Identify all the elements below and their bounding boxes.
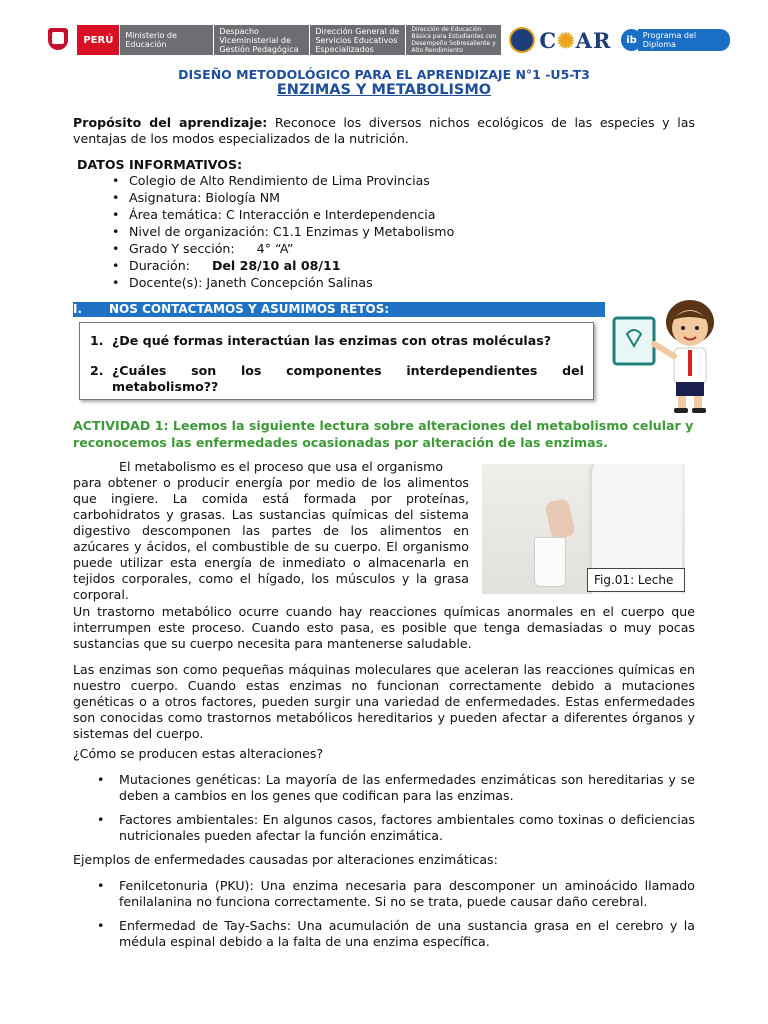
paragraph: Las enzimas son como pequeñas máquinas moleculares que aceleran las reacciones químicas en nuestro cuerpo. Cuando estas enzimas no funcionan correctamente debido a mutaciones genéticas o a otros factores, pueden surgir una variedad de enfermedades. Estas enfermedades son conocidas como trastornos metabólicos hereditarios y pueden afectar a diferentes órganos y sistemas del cuerpo.: [73, 662, 695, 741]
list-item: • Enfermedad de Tay-Sachs: Una acumulación de una sustancia grasa en el cerebro y la médula espinal debido a la falta de una enzima específica.: [97, 918, 695, 950]
list-item: • Área temática: C Interacción e Interdependencia: [112, 206, 454, 223]
direccion-general-label: Dirección General de Servicios Educativos Especializados: [309, 25, 405, 55]
activity-heading: ACTIVIDAD 1: Leemos la siguiente lectura sobre alteraciones del metabolismo celular y reconocemos las enfermedades ocasionadas por alteración de las enzimas.: [73, 418, 694, 450]
minedu-banner: [77, 25, 501, 55]
header-logos: [40, 22, 730, 58]
proposito-label: Propósito del aprendizaje:: [73, 115, 268, 130]
list-item: • Colegio de Alto Rendimiento de Lima Provincias: [112, 172, 454, 189]
peru-label: PERÚ: [77, 25, 119, 55]
ib-label: Programa del Diploma: [638, 29, 730, 51]
document-subtitle: DISEÑO METODOLÓGICO PARA EL APRENDIZAJE N°1 -U5-T3: [178, 67, 590, 82]
list-item: • Duración: Del 28/10 al 08/11: [112, 257, 454, 274]
despacho-label: Despacho Viceministerial de Gestión Pedagógica: [213, 25, 309, 55]
figure-caption: Fig.01: Leche: [587, 568, 685, 592]
ib-logo: [621, 29, 730, 51]
coar-logo: C✺AR: [509, 27, 611, 53]
datos-title: DATOS INFORMATIVOS:: [77, 157, 243, 172]
questions-box: 1. ¿De qué formas interactúan las enzimas con otras moléculas? 2. ¿Cuáles son los componentes interdependientes del metabolismo??: [79, 322, 594, 400]
paragraph: para obtener o producir energía por medio de los alimentos que ingiere. La comida está formada por proteínas, carbohidratos y grasas. Las sustancias químicas del sistema digestivo descomponen las partes de los alimentos en azúcares y ácidos, el combustible de su cuerpo. El organismo puede utilizar esta energía de inmediato o almacenarla en tejidos corporales, como el hígado, los músculos y la grasa corporal.: [73, 475, 469, 602]
peru-shield-icon: [40, 22, 73, 58]
section-heading: I. NOS CONTACTAMOS Y ASUMIMOS RETOS:: [73, 302, 605, 317]
teacher-illustration: [612, 296, 732, 414]
list-item: • Mutaciones genéticas: La mayoría de las enfermedades enzimáticas son hereditarias y se deben a cambios en los genes que codifican para las enzimas.: [97, 772, 695, 804]
proposito-paragraph: [73, 115, 695, 147]
list-item: • Docente(s): Janeth Concepción Salinas: [112, 274, 454, 291]
datos-list: [112, 172, 454, 291]
examples-list: [97, 878, 695, 950]
examples-heading: Ejemplos de enfermedades causadas por alteraciones enzimáticas:: [73, 852, 498, 867]
list-item: • Factores ambientales: En algunos casos, factores ambientales como toxinas o deficiencias nutricionales pueden afectar la función enzimática.: [97, 812, 695, 844]
ib-mark: ib: [621, 29, 641, 51]
coar-seal-icon: [509, 27, 535, 53]
list-item: • Fenilcetonuria (PKU): Una enzima necesaria para descomponer un aminoácido llamado fenilalanina no funciona correctamente. Si no se trata, puede causar daño cerebral.: [97, 878, 695, 910]
paragraph-line: El metabolismo es el proceso que usa el organismo: [119, 459, 444, 474]
ministerio-label: Ministerio de Educación: [119, 25, 213, 55]
direccion-educacion-label: Dirección de Educación Básica para Estudiantes con Desempeño Sobresaliente y Alto Rendimiento: [405, 25, 501, 55]
list-item: • Nivel de organización: C1.1 Enzimas y Metabolismo: [112, 223, 454, 240]
proposito-text: Reconoce los diversos nichos ecológicos de las especies y las ventajas de los modos especializados de la nutrición.: [73, 115, 695, 146]
question-text: ¿Cómo se producen estas alteraciones?: [73, 746, 324, 761]
list-item: • Asignatura: Biología NM: [112, 189, 454, 206]
causes-list: [97, 772, 695, 844]
list-item: • Grado Y sección: 4° “A”: [112, 240, 454, 257]
paragraph: Un trastorno metabólico ocurre cuando hay reacciones químicas anormales en el cuerpo que interrumpen este proceso. Cuando esto pasa, es posible que tenga demasiadas o muy pocas sustancias que su cuerpo necesita para mantenerse saludable.: [73, 604, 695, 651]
document-title: ENZIMAS Y METABOLISMO: [276, 82, 492, 98]
